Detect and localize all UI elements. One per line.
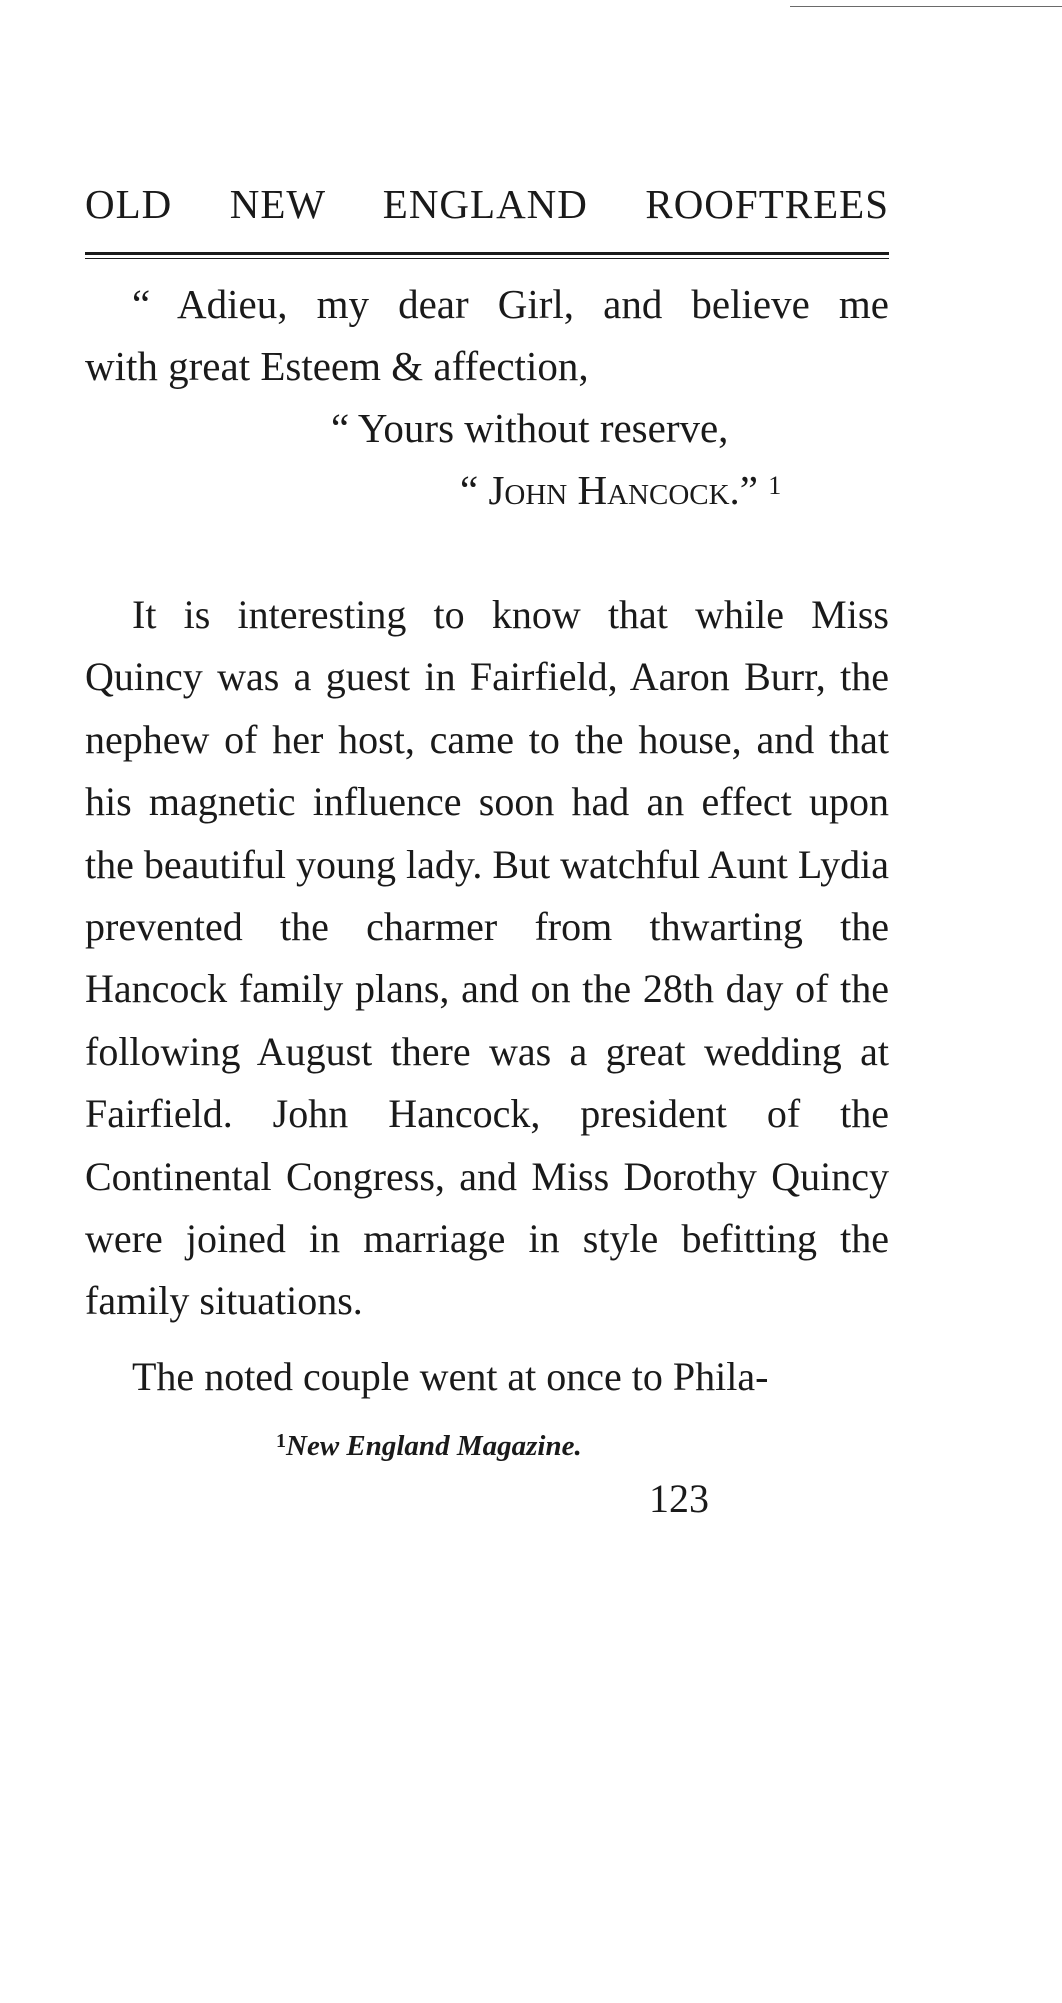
paragraph-1: It is interesting to know that while Miss Quincy was a guest in Fairfield, Aaron Burr, the nephew of her host, came to the house, and that his magnetic influence soon had an effect upon the beautiful young lady. But watchful Aunt Lydia prevented the charmer from thwarting the Hancock family plans, and on the 28th day of the following August there was a great wedding at Fairfield. John Hancock, president of the Continental Congress, and Miss Dorothy Quincy were joined in marriage in style befitting the family situations. — [85, 592, 889, 1324]
paragraph-2: The noted couple went at once to Phila- — [132, 1353, 769, 1399]
header-double-rule — [85, 252, 889, 259]
footnote-reference: 1 — [768, 471, 782, 500]
running-title: OLD NEW ENGLAND ROOFTREES — [85, 181, 889, 227]
letter-signature-line — [85, 459, 889, 521]
letter-signature: “ John Hancock.” — [460, 467, 758, 513]
body-text — [85, 584, 889, 1408]
letter-closing: “ Yours without reserve, — [331, 405, 729, 451]
footnote — [85, 1428, 889, 1464]
letter-line-1: “ Adieu, my dear Girl, and believe me — [132, 281, 889, 327]
book-page — [85, 178, 889, 1522]
letter-closing-block — [85, 273, 889, 521]
letter-line-2: with great Esteem & affection, — [85, 343, 589, 389]
footnote-text: New England Magazine. — [286, 1430, 582, 1463]
page-number: 123 — [649, 1476, 709, 1522]
top-edge-rule — [790, 6, 1062, 7]
footnote-marker: 1 — [276, 1430, 286, 1453]
